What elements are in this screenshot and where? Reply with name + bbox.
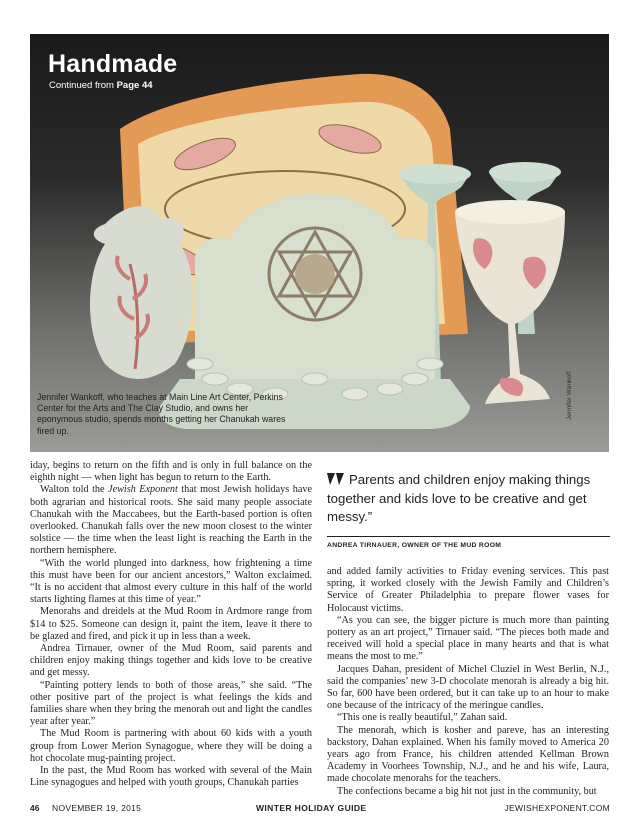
paragraph: and added family activities to Friday evening services. This past spring, it worked closely with the Jewish Family and Children’s Service of Greater Philadelphia to prepare flower vases for Holocaust victims. xyxy=(327,566,609,614)
paragraph: In the past, the Mud Room has worked with several of the Main Line synagogues and helped with youth groups, Chanukah parties xyxy=(30,765,312,789)
pull-quote-divider xyxy=(327,536,610,537)
website: JEWISHEXPONENT.COM xyxy=(504,803,610,813)
pull-quote xyxy=(327,471,610,527)
vase xyxy=(90,206,193,379)
paragraph: Menorahs and dreidels at the Mud Room in Ardmore range from $14 to $25. Someone can design it, paint the item, leave it there to be glazed and fired, and pick it up in less than a week. xyxy=(30,606,312,642)
paragraph: The menorah, which is kosher and pareve, has an interesting backstory, Dahan explained. When his family moved to America 20 years ago from France, his children attended Kellman Brown Academy in Voorhees Township, N.J., and he and his wife, Laura, made chocolate menorahs for the teachers. xyxy=(327,724,609,785)
page-number: 46 xyxy=(30,803,40,813)
photo-caption: Jennifer Wankoff, who teaches at Main Line Art Center, Perkins Center for the Arts and The Clay Studio, and owns her eponymous studio, spends months getting her Chanukah wares fired up. xyxy=(37,392,286,436)
paragraph: iday, begins to return on the fifth and is only in full balance on the eighth night — when light has begun to return to the Earth. xyxy=(30,460,312,484)
paragraph: “Painting pottery lends to both of those areas,” she said. “The other positive part of the project is what feelings the kids and families share when they bring the menorah out and light the candles year after year.” xyxy=(30,679,312,728)
page-headline: Handmade xyxy=(48,50,178,78)
goblet xyxy=(455,200,565,404)
quote-mark-icon xyxy=(327,473,345,485)
paragraph: “As you can see, the bigger picture is much more than painting pottery as an art project,” Tirnauer said. “The pieces both made and received will hold a special place in many hearts and that is what means the most to me.” xyxy=(327,614,609,663)
continued-from-note xyxy=(49,80,153,91)
paragraph: Walton told the Jewish Exponent that most Jewish holidays have both agrarian and historical roots. She said many people associate Chanukah with the Maccabees, but the Earth-based portion is often overlooked. Chanukah falls over the new moon closest to the winter solstice — the time when the least light is reaching the Earth in the northern hemisphere. xyxy=(30,484,312,557)
issue-date: NOVEMBER 19, 2015 xyxy=(52,803,142,813)
publication-name: Jewish Exponent xyxy=(108,484,178,496)
article-column-right xyxy=(327,566,609,798)
pull-quote-text: Parents and children enjoy making things together and kids love to be creative and get messy.” xyxy=(327,472,591,524)
paragraph: “This one is really beautiful,” Zahan said. xyxy=(337,712,508,724)
paragraph: Jacques Dahan, president of Michel Cluziel in West Berlin, N.J., said the companies’ new 3-D chocolate menorah is already a big hit. So far, 600 have been ordered, but it can take up to an hour to make one because of the intricacy of the meringue candles. xyxy=(327,663,609,712)
feature-photo xyxy=(30,34,609,452)
photo-credit: Jennifer Wankoff xyxy=(566,371,573,420)
pull-quote-attribution: ANDREA TIRNAUER, OWNER OF THE MUD ROOM xyxy=(327,542,502,549)
article-column-left xyxy=(30,460,312,789)
paragraph: “With the world plunged into darkness, how frightening a time this must have been for our ancient ancestors,” Walton exclaimed. “It is no accident that almost every culture in this half of the world starts lighting flames at this time of year.” xyxy=(30,557,312,606)
section-name: WINTER HOLIDAY GUIDE xyxy=(256,803,367,813)
paragraph: The confections became a big hit not just in the community, but xyxy=(337,785,597,797)
paragraph: The Mud Room is partnering with about 60 kids with a youth group from Lower Merion Synagogue, where they will be doing a hot chocolate mug-painting project. xyxy=(30,728,312,764)
paragraph: Andrea Tirnauer, owner of the Mud Room, said parents and children enjoy making things together and kids love to be creative and get messy. xyxy=(30,643,312,679)
page-footer xyxy=(30,803,610,815)
continued-page: Page 44 xyxy=(116,80,153,91)
continued-prefix: Continued from xyxy=(49,80,117,91)
pottery-illustration xyxy=(30,34,609,452)
